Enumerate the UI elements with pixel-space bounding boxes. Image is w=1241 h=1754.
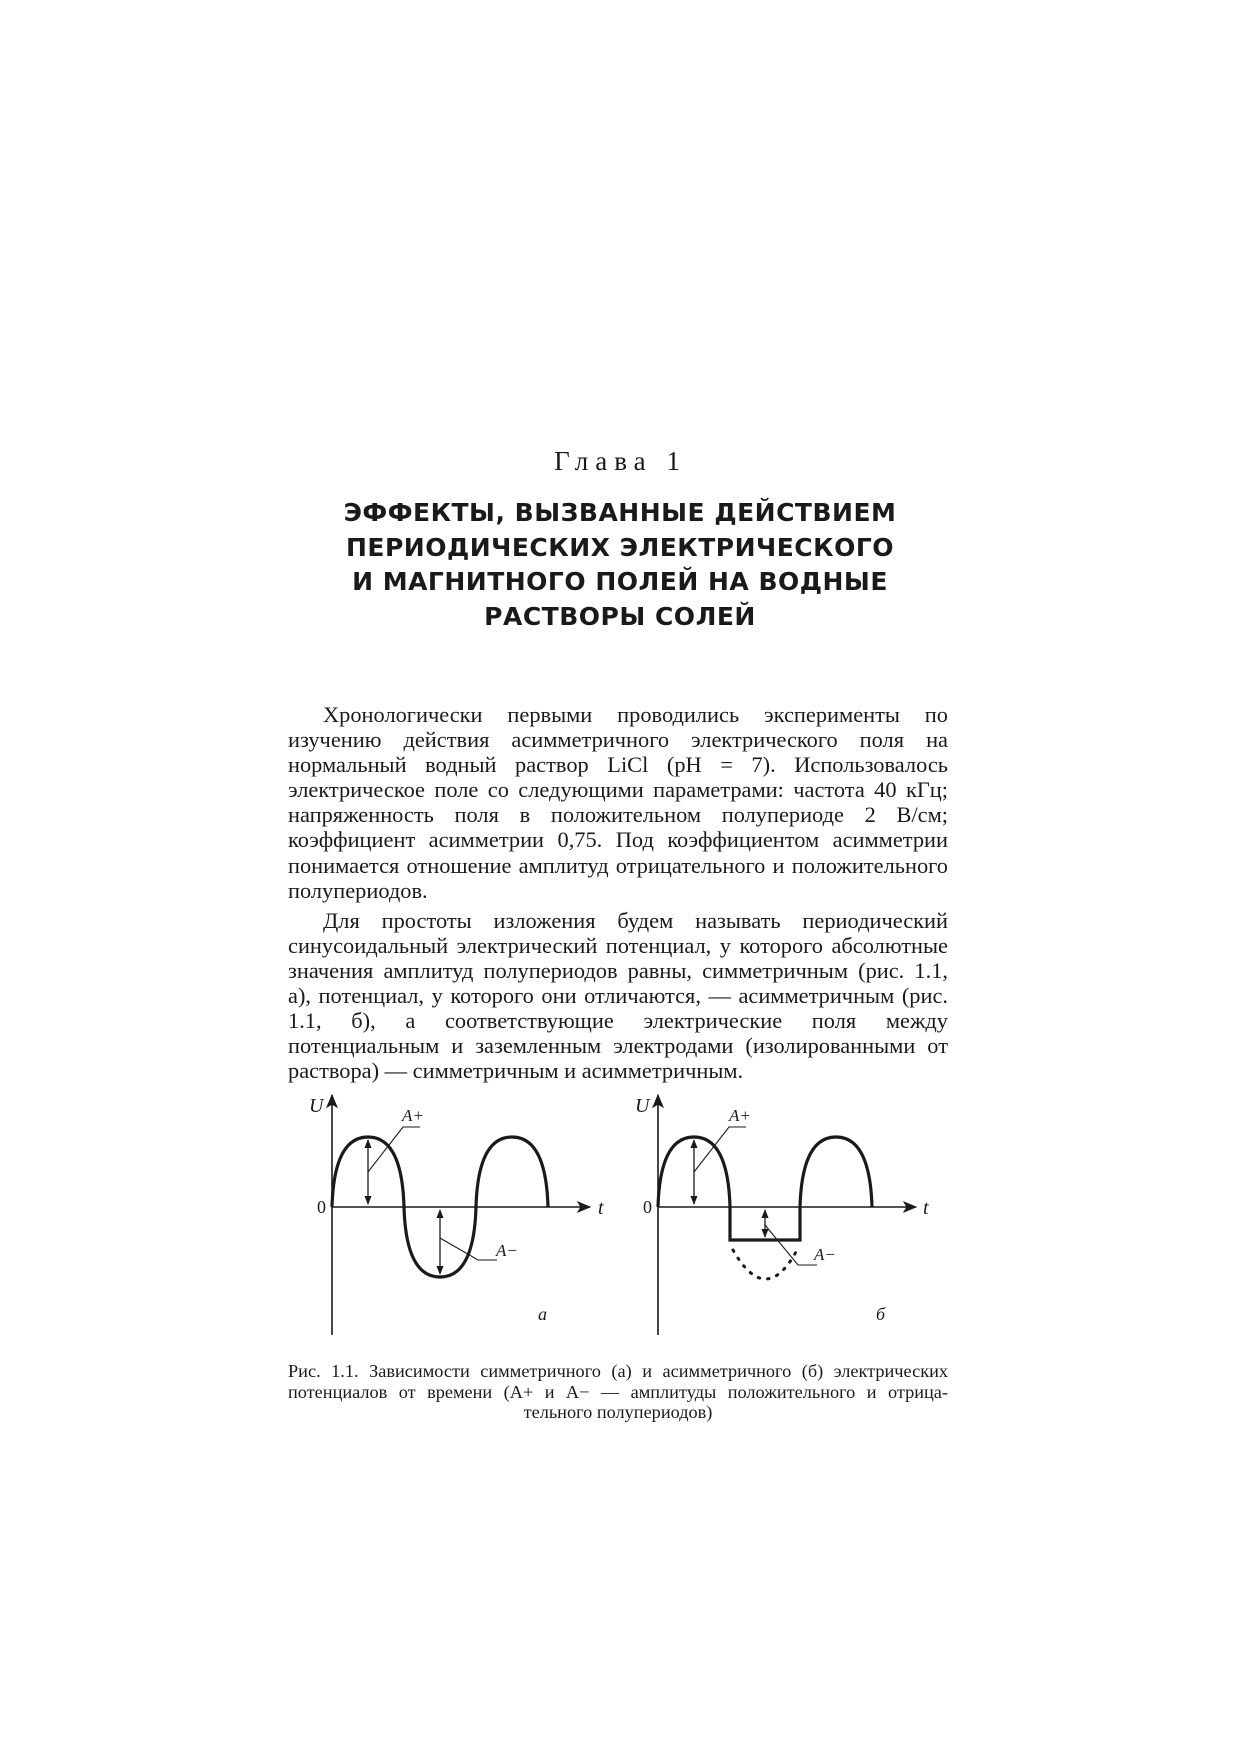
caption-line: тельного полупериодов) [523,1402,713,1422]
chapter-title-line: И МАГНИТНОГО ПОЛЕЙ НА ВОДНЫЕ [352,567,888,596]
y-axis-label: U [635,1095,650,1117]
figure-caption [288,1361,948,1423]
x-axis-label: t [923,1197,929,1219]
leader-line-a-plus [694,1127,746,1172]
paragraph: Для простоты изложения будем называть периодический синусоидальный электрический потенциал, у которого абсолютные значения амплитуд полупериодов равны, симметричным (рис. 1.1, а), потенциал, у которого они отличаются, — асимметричным (рис. 1.1, б), а соответствующие электрические поля между потенциальным и заземленным электродами (изолированными от раствора) — симметричным и асимметричным. [288,907,948,1084]
origin-label: 0 [317,1197,326,1217]
chapter-title-line: ЭФФЕКТЫ, ВЫЗВАННЫЕ ДЕЙСТВИЕМ [343,498,897,527]
origin-label: 0 [643,1197,652,1217]
panel-b [635,1095,929,1335]
leader-line-a-minus [765,1225,817,1265]
chapter-label: Глава 1 [554,446,687,476]
paragraph: Хронологически первыми проводились эксперименты по изучению действия асимметричного электрического поля на нормальный водный раствор LiCl (pH = 7). Использовалось электрическое поле со следующими параметрами: частота 40 кГц; напряженность поля в положительном полупериоде 2 В/см; коэффициент асимметрии 0,75. Под коэффициентом асимметрии понимается отношение амплитуд отрицательного и положительного полупериодов. [288,702,948,903]
caption-line: Рис. 1.1. Зависимости симметричного (а) и асимметричного (б) электрических [288,1361,948,1381]
positive-amplitude-label: A+ [402,1106,424,1125]
y-axis-label: U [309,1095,324,1117]
positive-amplitude-label: A+ [729,1106,751,1125]
panel-label: а [538,1304,547,1324]
chapter-title-line: ПЕРИОДИЧЕСКИХ ЭЛЕКТРИЧЕСКОГО [345,532,895,562]
leader-line-a-plus [368,1127,420,1172]
x-axis-label: t [598,1197,604,1219]
negative-amplitude-label: A− [814,1245,836,1264]
negative-amplitude-label: A− [496,1241,518,1260]
panel-label: б [876,1304,886,1324]
clipped-half-period-dotted [733,1250,797,1279]
panel-a [309,1095,604,1335]
caption-line: потенциалов от времени (A+ и A− — амплитуды положительного и отрица- [288,1381,948,1402]
chapter-title-line: РАСТВОРЫ СОЛЕЙ [484,601,756,631]
